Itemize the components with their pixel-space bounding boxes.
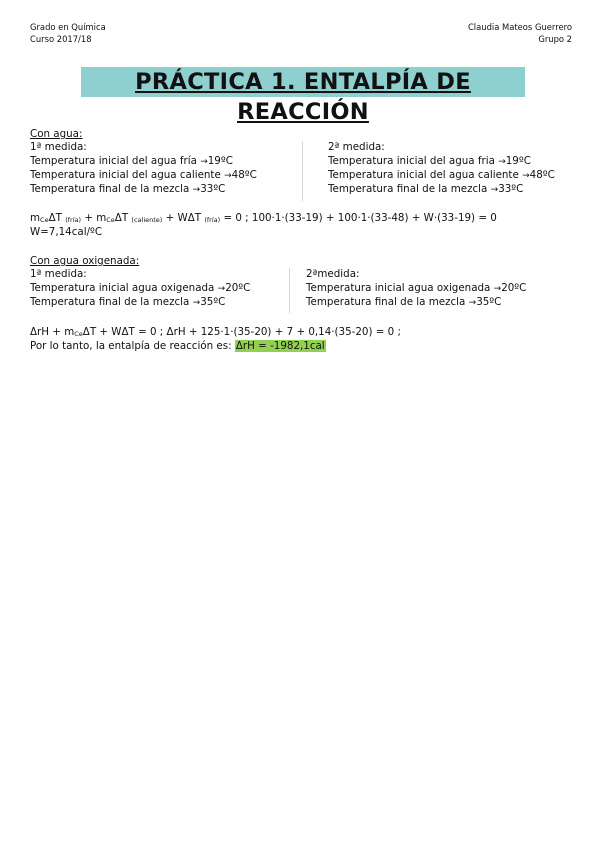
arrow-icon: → xyxy=(490,185,499,195)
row-label: Temperatura inicial agua oxigenada xyxy=(30,282,215,294)
agua-m2-row3 xyxy=(328,183,523,198)
arrow-icon: → xyxy=(522,171,530,181)
row-value: 35ºC xyxy=(476,296,502,308)
header-course: Grado en Química xyxy=(30,22,106,32)
row-label: Temperatura inicial del agua caliente xyxy=(30,169,221,181)
oxigenada-m1-row1 xyxy=(30,282,250,297)
arrow-icon: → xyxy=(498,157,506,167)
row-label: Temperatura inicial del agua fría xyxy=(30,155,197,167)
row-value: 19ºC xyxy=(207,155,233,167)
arrow-icon: → xyxy=(200,157,208,167)
agua-m2-row1 xyxy=(328,155,531,170)
arrow-icon: → xyxy=(217,284,226,294)
oxigenada-m2-title: 2ªmedida: xyxy=(306,268,360,280)
arrow-icon: → xyxy=(493,284,502,294)
row-value: 20ºC xyxy=(225,282,251,294)
agua-m2-row2 xyxy=(328,169,555,184)
row-value: 48ºC xyxy=(231,169,257,181)
arrow-icon: → xyxy=(192,298,201,308)
agua-m1-row1 xyxy=(30,155,233,170)
row-label: Temperatura final de la mezcla xyxy=(30,296,190,308)
section-heading-agua: Con agua: xyxy=(30,128,83,140)
arrow-icon: → xyxy=(192,185,201,195)
row-value: 48ºC xyxy=(529,169,555,181)
arrow-icon: → xyxy=(224,171,232,181)
row-value: 20ºC xyxy=(501,282,527,294)
agua-m2-title: 2ª medida: xyxy=(328,141,385,153)
row-label: Temperatura final de la mezcla xyxy=(30,183,190,195)
arrow-icon: → xyxy=(468,298,477,308)
header-group: Grupo 2 xyxy=(538,34,572,44)
row-value: 33ºC xyxy=(498,183,524,195)
agua-result: W=7,14cal/ºC xyxy=(30,226,103,238)
row-label: Temperatura inicial agua oxigenada xyxy=(306,282,491,294)
agua-m1-row2 xyxy=(30,169,257,184)
oxigenada-m2-row1 xyxy=(306,282,526,297)
row-label: Temperatura final de la mezcla xyxy=(328,183,488,195)
row-label: Temperatura final de la mezcla xyxy=(306,296,466,308)
column-divider xyxy=(302,141,303,201)
row-label: Temperatura inicial del agua caliente xyxy=(328,169,519,181)
oxigenada-equation: ΔrH + mCeΔT + WΔT = 0 ; ΔrH + 125·1·(35-20) + 7 + 0,14·(35-20) = 0 ; xyxy=(30,326,401,338)
oxigenada-m2-row2 xyxy=(306,296,501,311)
page-title: PRÁCTICA 1. ENTALPÍA DE REACCIÓN xyxy=(81,67,525,97)
row-value: 35ºC xyxy=(200,296,226,308)
row-value: 33ºC xyxy=(200,183,226,195)
row-label: Temperatura inicial del agua fria xyxy=(328,155,495,167)
oxigenada-conclusion xyxy=(30,340,326,354)
column-divider xyxy=(289,268,290,313)
section-heading-oxigenada: Con agua oxigenada: xyxy=(30,255,140,267)
oxigenada-m1-row2 xyxy=(30,296,225,311)
highlighted-answer: ΔrH = -1982,1cal xyxy=(235,340,325,352)
header-author: Claudia Mateos Guerrero xyxy=(467,22,572,32)
agua-m1-row3 xyxy=(30,183,225,198)
agua-equation: mCeΔT (fría) + mCeΔT (caliente) + WΔT (fría) = 0 ; 100·1·(33-19) + 100·1·(33-48) + W·(33-19) = 0 xyxy=(30,212,497,224)
agua-m1-title: 1ª medida: xyxy=(30,141,87,153)
header-year: Curso 2017/18 xyxy=(30,34,92,44)
conclusion-text: Por lo tanto, la entalpía de reacción es: xyxy=(30,340,232,352)
row-value: 19ºC xyxy=(505,155,531,167)
oxigenada-m1-title: 1ª medida: xyxy=(30,268,87,280)
